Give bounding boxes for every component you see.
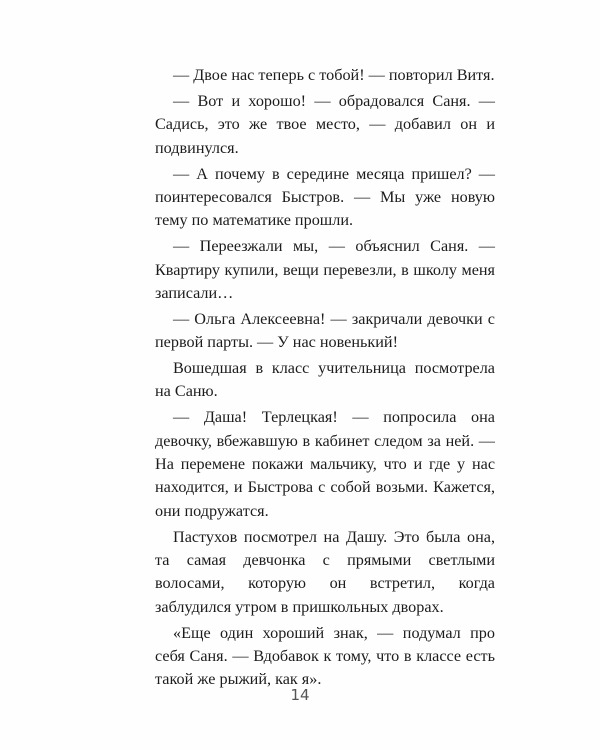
page-number: 14	[290, 686, 310, 704]
body-text	[155, 64, 495, 694]
paragraph: — А почему в середине месяца пришел? — поинтересовался Быстров. — Мы уже новую тему по математике прошли.	[155, 164, 495, 230]
paragraph: — Ольга Алексеевна! — закричали девочки с первой парты. — У нас новенький!	[155, 309, 495, 352]
paragraph: — Переезжали мы, — объяснил Саня. — Квартиру купили, вещи перевезли, в школу меня записали…	[155, 237, 495, 302]
paragraph: Вошедшая в класс учительница посмотрела на Саню.	[155, 359, 495, 401]
paragraph: Пастухов посмотрел на Дашу. Это была она, та самая девчонка с прямыми светлыми волосами, которую он встретил, когда заблудился утром в пришкольных дворах.	[155, 527, 495, 616]
paragraph: — Вот и хорошо! — обрадовался Саня. — Садись, это же твое место, — добавил он и подвинулся.	[155, 91, 495, 157]
paragraph: — Двое нас теперь с тобой! — повторил Витя.	[173, 66, 495, 84]
paragraph: «Еще один хороший знак, — подумал про себя Саня. — Вдобавок к тому, что в классе есть такой же рыжий, как я».	[155, 623, 495, 689]
paragraph: — Даша! Терлецкая! — попросила она девочку, вбежавшую в кабинет следом за ней. — На перемене покажи мальчику, что и где у нас находится, и Быстрова с собой возьми. Кажется, они подружатся.	[155, 408, 495, 520]
